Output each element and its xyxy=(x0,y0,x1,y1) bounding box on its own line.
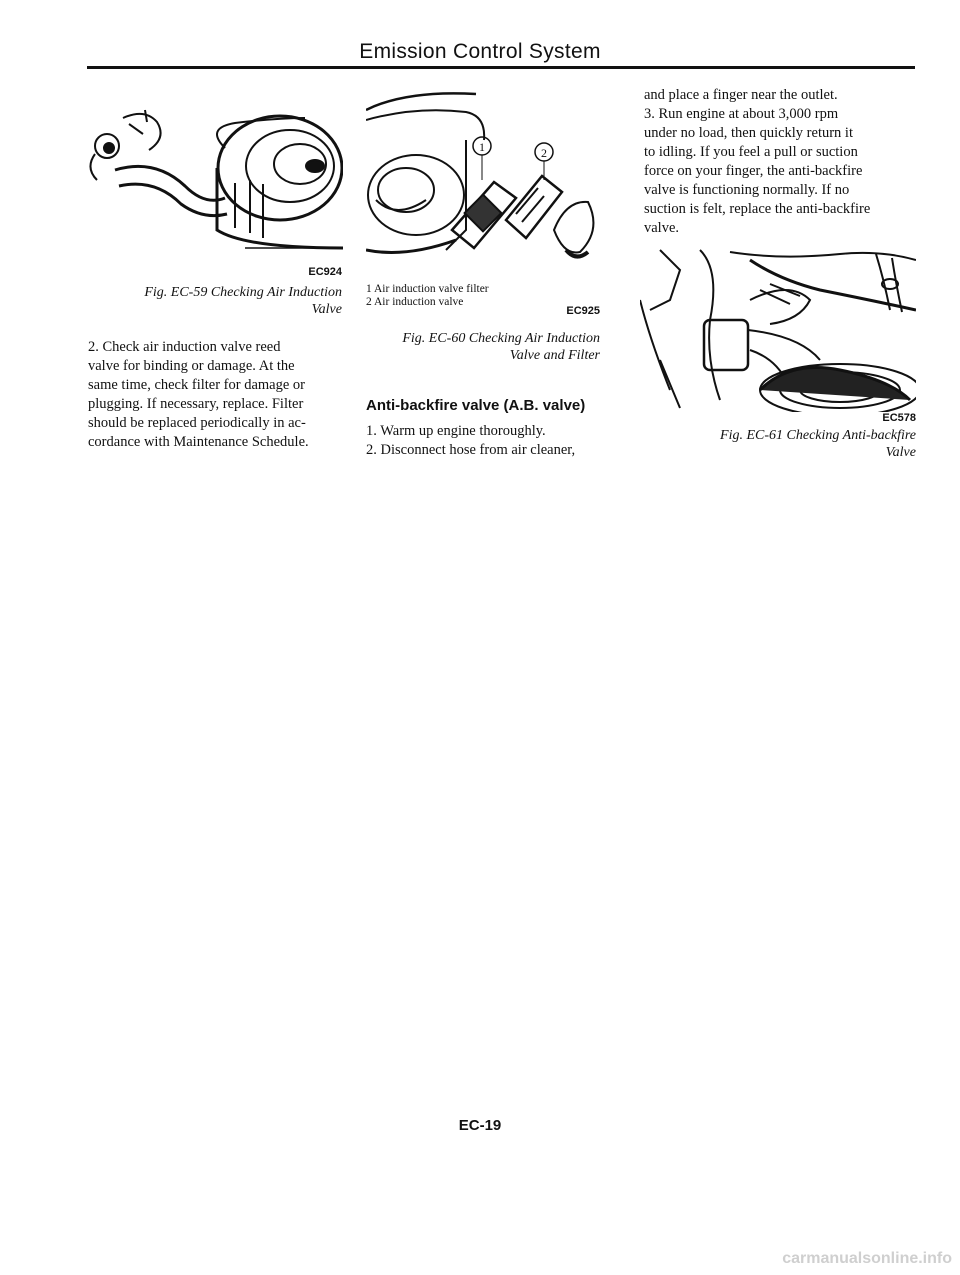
caption-line: Fig. EC-61 Checking Anti-backfire xyxy=(720,428,916,443)
figure-ec59-illustration xyxy=(85,88,343,266)
callout-2: 2 xyxy=(541,146,547,160)
col2-steps xyxy=(366,422,616,460)
figure-ec60-caption xyxy=(366,330,600,364)
figure-ec59-code: EC924 xyxy=(308,266,342,278)
step-1: 1. Warm up engine thoroughly. xyxy=(366,423,546,439)
text-line: under no load, then quickly return it xyxy=(644,125,853,141)
text-line: valve for binding or damage. At the xyxy=(88,358,295,374)
caption-line: Valve xyxy=(311,302,342,317)
callout-1: 1 xyxy=(479,140,485,154)
text-line: cordance with Maintenance Schedule. xyxy=(88,434,309,450)
text-line: 3. Run engine at about 3,000 rpm xyxy=(644,106,839,122)
figure-ec61-caption xyxy=(640,427,916,461)
figure-ec59-caption xyxy=(90,284,342,318)
header-rule xyxy=(87,66,915,69)
caption-line: Fig. EC-60 Checking Air Induction xyxy=(402,331,600,346)
page-number: EC-19 xyxy=(458,1117,502,1134)
watermark: carmanualsonline.info xyxy=(782,1250,952,1267)
caption-line: Valve xyxy=(885,445,916,460)
text-line: force on your finger, the anti-backfire xyxy=(644,163,863,179)
col3-paragraph xyxy=(644,86,912,238)
text-line: valve. xyxy=(644,220,680,236)
caption-line: Fig. EC-59 Checking Air Induction xyxy=(144,285,342,300)
text-line: valve is functioning normally. If no xyxy=(644,182,850,198)
text-line: and place a finger near the outlet. xyxy=(644,87,838,103)
page-header-title: Emission Control System xyxy=(359,40,601,63)
figure-ec60-illustration xyxy=(366,80,602,280)
text-line: to idling. If you feel a pull or suction xyxy=(644,144,858,160)
figure-ec61-code: EC578 xyxy=(882,412,916,424)
caption-line: Valve and Filter xyxy=(509,348,600,363)
section-heading: Anti-backfire valve (A.B. valve) xyxy=(366,397,586,414)
figure-ec61-illustration xyxy=(640,240,916,412)
text-line: suction is felt, replace the anti-backfire xyxy=(644,201,871,217)
text-line: should be replaced periodically in ac- xyxy=(88,415,306,431)
col1-paragraph xyxy=(88,338,342,452)
legend-item: 1 Air induction valve filter xyxy=(366,283,489,295)
text-line: 2. Check air induction valve reed xyxy=(88,339,281,355)
text-line: same time, check filter for damage or xyxy=(88,377,305,393)
legend-item: 2 Air induction valve xyxy=(366,296,464,308)
figure-ec60-code: EC925 xyxy=(566,305,600,317)
text-line: plugging. If necessary, replace. Filter xyxy=(88,396,304,412)
step-2: 2. Disconnect hose from air cleaner, xyxy=(366,442,576,458)
